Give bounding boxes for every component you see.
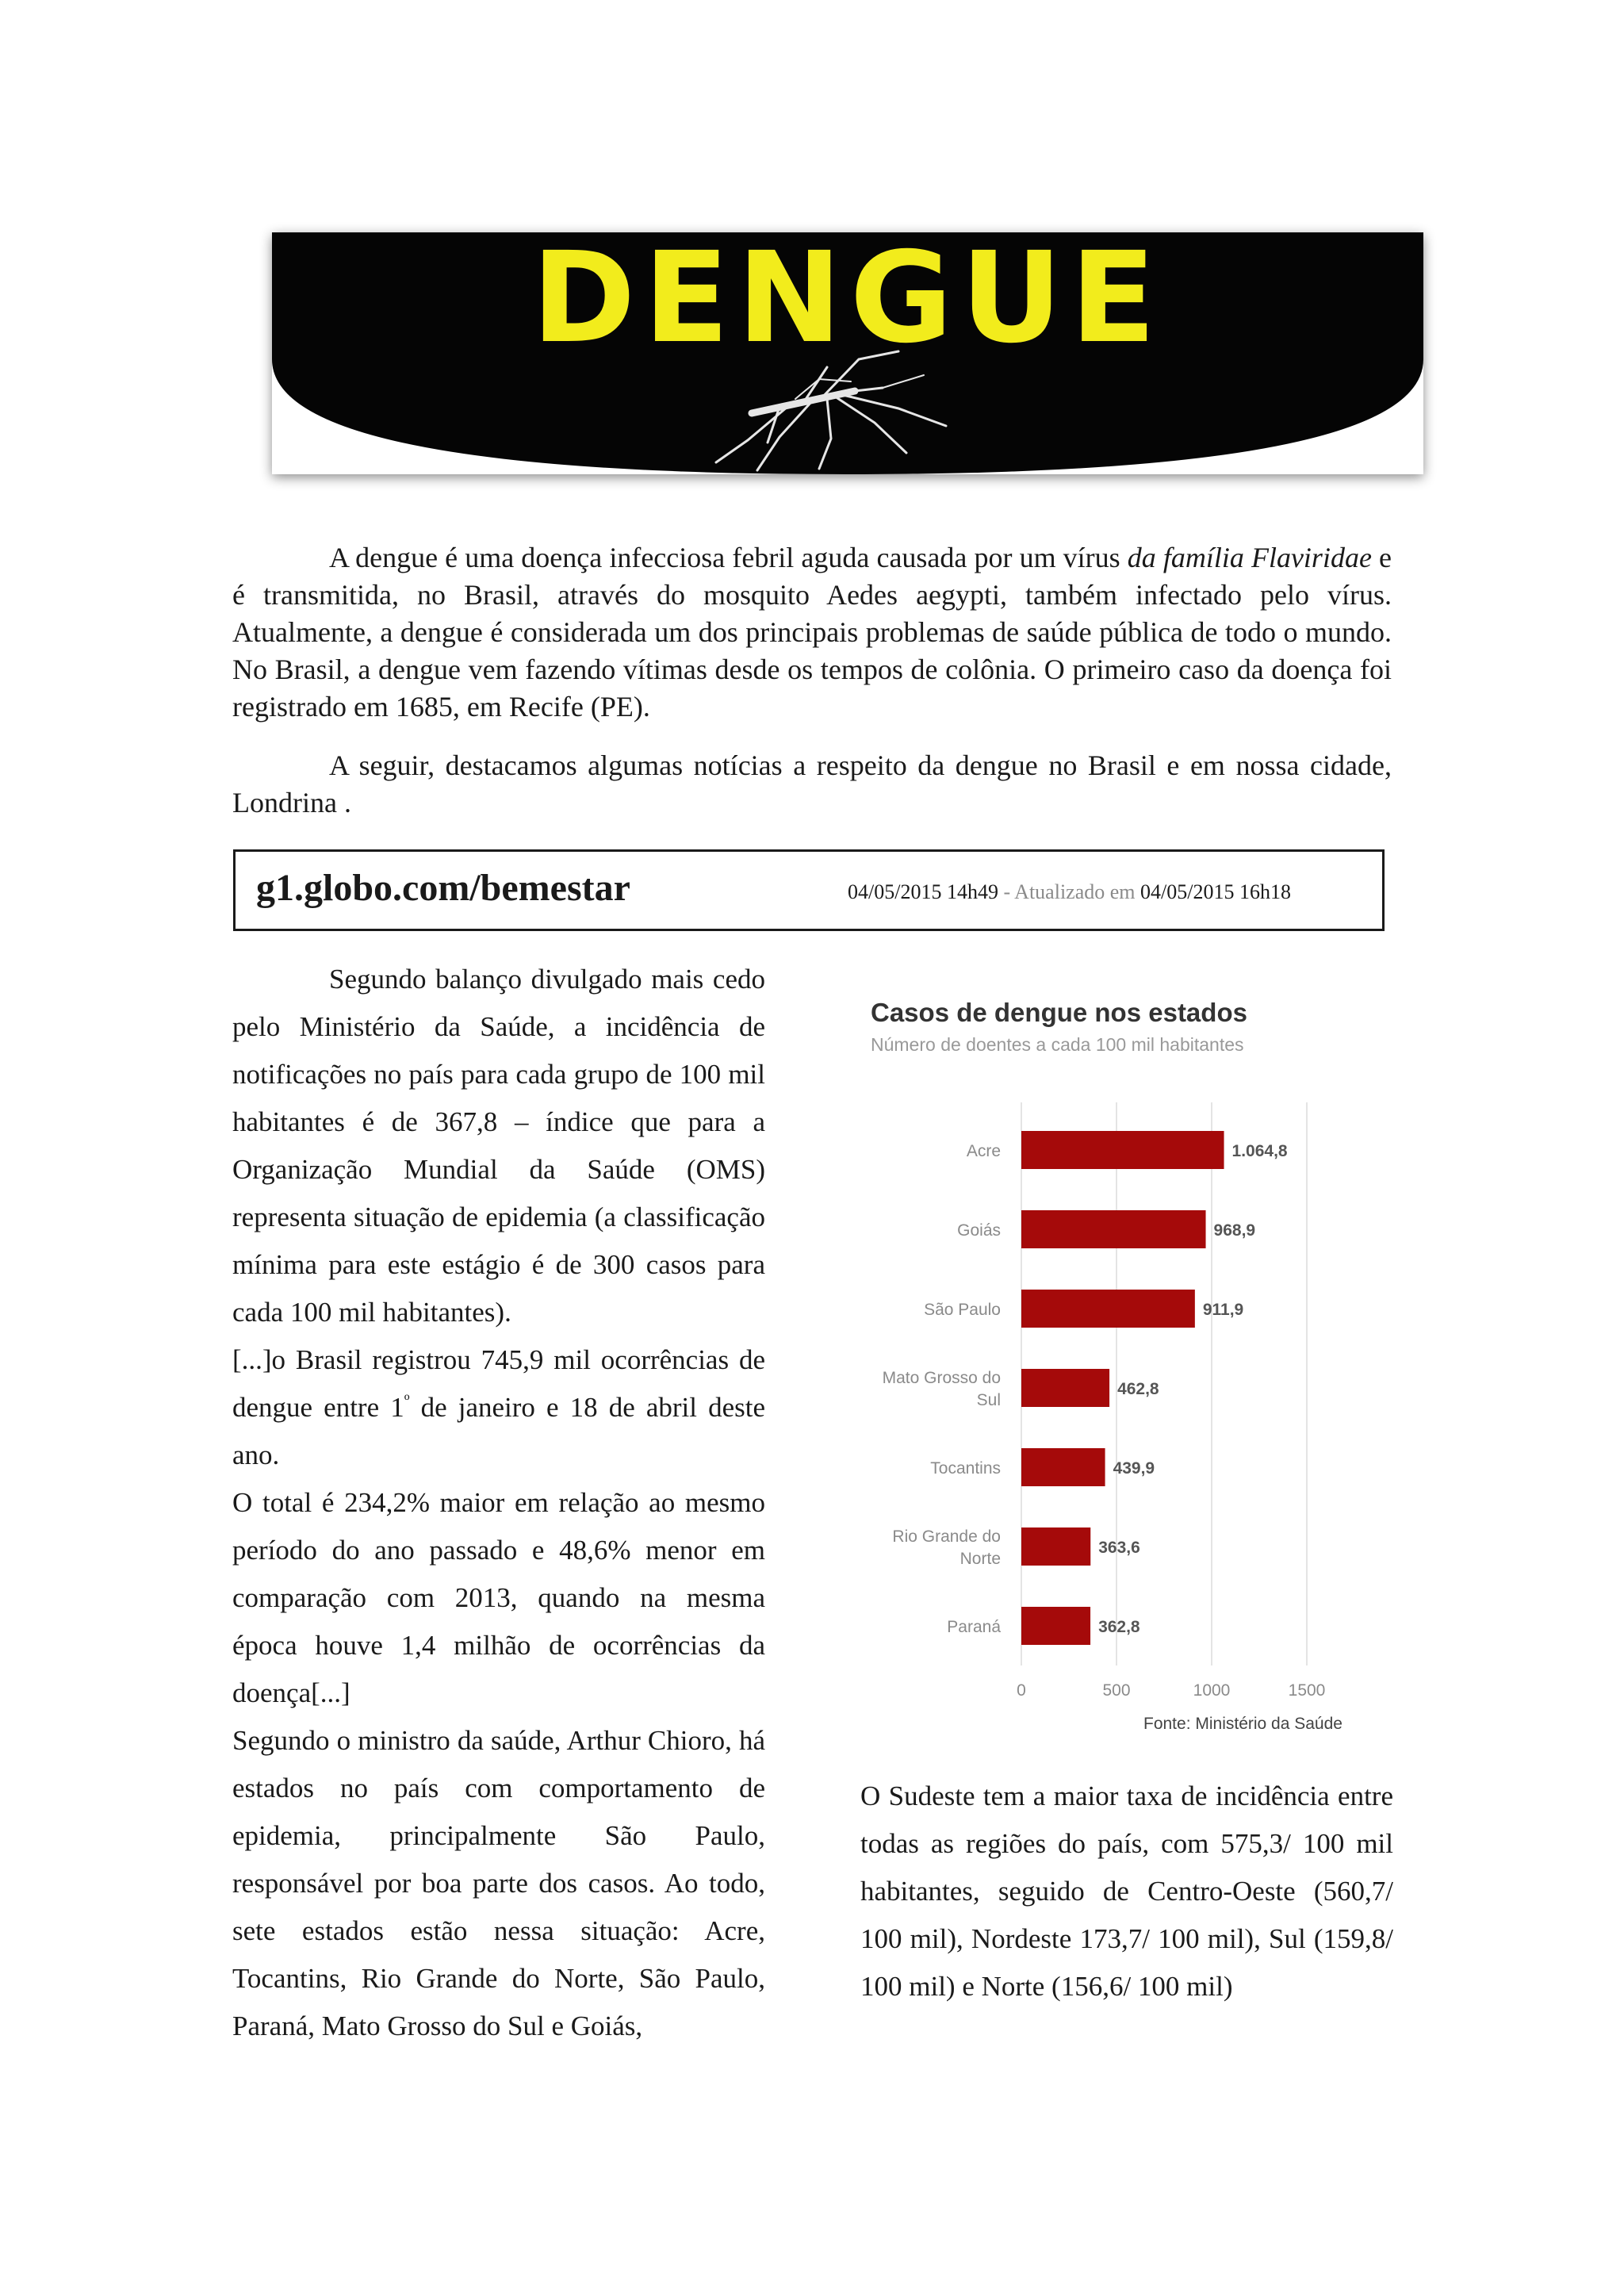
intro-p2-text: A seguir, destacamos algumas notícias a respeito da dengue no Brasil e em nossa cidade, Londrina . — [232, 749, 1392, 818]
article-p2-sup: º — [404, 1390, 410, 1411]
chart-bar — [1021, 1290, 1195, 1328]
chart-x-tick-label: 1500 — [1288, 1681, 1326, 1700]
source-box — [233, 849, 1385, 931]
chart-source: Fonte: Ministério da Saúde — [1143, 1715, 1342, 1733]
chart-category-label: Mato Grosso do — [882, 1369, 1001, 1387]
source-site: g1.globo.com/bemestar — [256, 867, 630, 909]
chart-value-label: 968,9 — [1213, 1221, 1256, 1240]
chart-category-label: Sul — [976, 1391, 1001, 1409]
article-paragraph-1 — [232, 956, 765, 1336]
source-date — [848, 880, 1291, 904]
chart-value-label: 439,9 — [1113, 1459, 1155, 1478]
updated-date: 04/05/2015 16h18 — [1140, 880, 1291, 903]
dengue-cases-chart — [856, 991, 1364, 1753]
chart-title: Casos de dengue nos estados — [871, 998, 1247, 1027]
intro-p1-rest: e é transmitida, no Brasil, através do mosquito Aedes aegypti, também infectado pelo vírus. Atualmente, a dengue é considerada um dos principais problemas de saúde pública de todo o mundo. No Brasil, a dengue vem fazendo vítimas desde os tempos de colônia. O primeiro caso da doença foi registrado em 1685, em Recife (PE). — [232, 542, 1392, 723]
intro-p1-start: A dengue é uma doença infecciosa febril aguda causada por um vírus — [329, 542, 1128, 573]
chart-bar — [1021, 1448, 1105, 1486]
chart-category-label: Acre — [966, 1142, 1001, 1160]
chart-category-label: Goiás — [957, 1221, 1001, 1240]
chart-value-label: 462,8 — [1117, 1380, 1159, 1398]
intro-p1-italic: da família Flaviridae — [1127, 542, 1372, 573]
article-paragraph-2 — [232, 1336, 765, 1479]
intro-paragraph-2 — [232, 747, 1392, 822]
article-paragraph-4: Segundo o ministro da saúde, Arthur Chioro, há estados no país com comportamento de epidemia, principalmente São Paulo, responsável por boa parte dos casos. Ao todo, sete estados estão nessa situação: Acre, Tocantins, Rio Grande do Norte, São Paulo, Paraná, Mato Grosso do Sul e Goiás, — [232, 1725, 765, 2041]
article-right-column: O Sudeste tem a maior taxa de incidência entre todas as regiões do país, com 575,3/ 100 mil habitantes, seguido de Centro-Oeste (560,7/ 100 mil), Nordeste 173,7/ 100 mil), Sul (159,8/ 100 mil) e Norte (156,6/ 100 mil) — [860, 1780, 1393, 2002]
published-date: 04/05/2015 14h49 — [848, 880, 998, 903]
chart-subtitle: Número de doentes a cada 100 mil habitantes — [871, 1034, 1244, 1055]
chart-value-label: 362,8 — [1098, 1618, 1140, 1636]
chart-category-label: São Paulo — [924, 1301, 1001, 1319]
chart-value-label: 911,9 — [1202, 1301, 1244, 1319]
chart-x-axis — [1017, 1681, 1325, 1700]
banner-title: DENGUE — [531, 232, 1164, 371]
article-left-column — [232, 956, 765, 2050]
chart-category-label: Rio Grande do — [892, 1527, 1001, 1546]
chart-category-label: Norte — [959, 1550, 1001, 1568]
chart-bar — [1021, 1210, 1206, 1248]
chart-x-tick-label: 500 — [1102, 1681, 1131, 1700]
chart-bar — [1021, 1369, 1109, 1407]
article-p2-a: [...]o Brasil registrou 745,9 mil ocorrências de dengue entre 1 — [232, 1344, 765, 1423]
intro-paragraph-1 — [232, 539, 1392, 726]
chart-x-tick-label: 1000 — [1193, 1681, 1231, 1700]
chart-bar — [1021, 1527, 1090, 1566]
chart-bar — [1021, 1131, 1224, 1169]
article-p2-b: de janeiro e 18 de abril deste ano. — [232, 1392, 765, 1470]
chart-category-label: Paraná — [947, 1618, 1001, 1636]
article-p1-text: Segundo balanço divulgado mais cedo pelo Ministério da Saúde, a incidência de notificações no país para cada grupo de 100 mil habitantes é de 367,8 – índice que para a Organização Mundial da Saúde (OMS) representa situação de epidemia (a classificação mínima para este estágio é de 300 casos para cada 100 mil habitantes). — [232, 964, 765, 1328]
chart-value-label: 1.064,8 — [1231, 1142, 1288, 1160]
chart-x-tick-label: 0 — [1017, 1681, 1026, 1700]
dengue-banner — [272, 232, 1423, 474]
chart-bar — [1021, 1607, 1090, 1645]
article-paragraph-3: O total é 234,2% maior em relação ao mesmo período do ano passado e 48,6% menor em comparação com 2013, quando na mesma época houve 1,4 milhão de ocorrências da doença[...] — [232, 1487, 765, 1708]
chart-value-label: 363,6 — [1098, 1539, 1140, 1557]
chart-category-label: Tocantins — [930, 1459, 1001, 1478]
chart-bars — [883, 1131, 1288, 1645]
updated-label: - Atualizado em — [998, 880, 1141, 903]
